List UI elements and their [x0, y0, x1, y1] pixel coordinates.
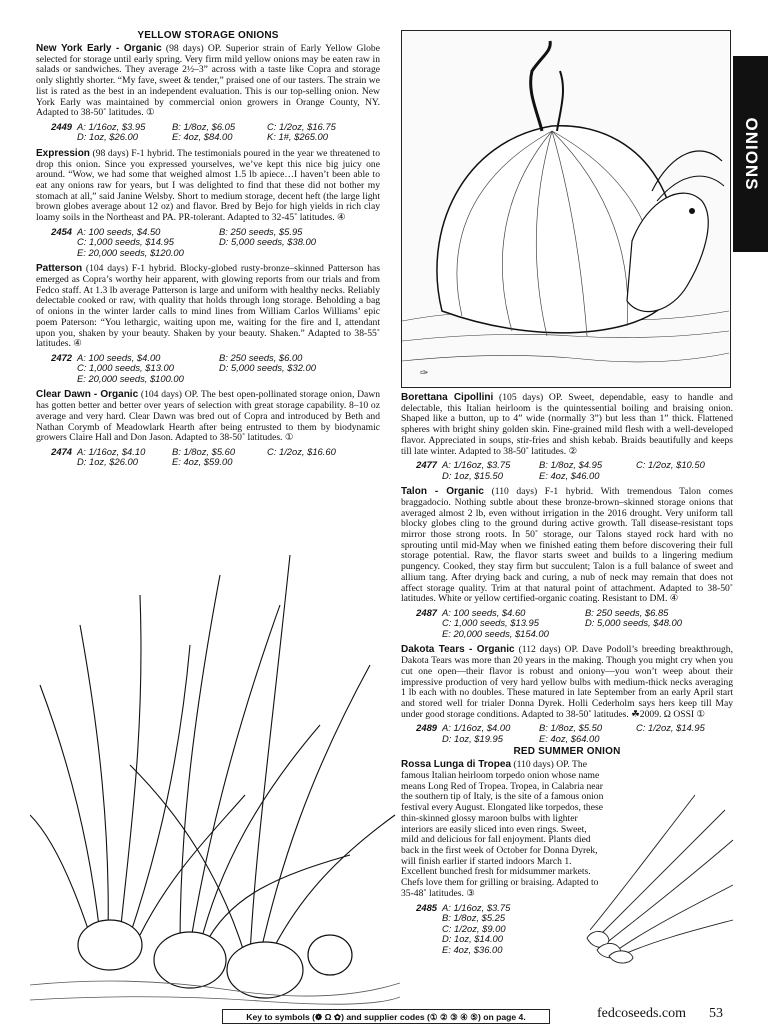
price-table — [36, 447, 380, 468]
price-option: D: 1oz, $14.00 — [442, 933, 503, 945]
price-option: A: 100 seeds, $4.60 — [442, 606, 526, 618]
page-number: 53 — [709, 1006, 723, 1021]
onion-illustration — [401, 30, 731, 388]
price-option: E: 4oz, $59.00 — [172, 456, 233, 468]
price-option: C: 1,000 seeds, $14.95 — [77, 236, 174, 248]
variety-name: New York Early - Organic — [36, 43, 162, 54]
price-option: A: 1/16oz, $3.95 — [77, 120, 146, 132]
variety-description: (110 days) OP. The famous Italian heirloom torpedo onion whose name means Long Red of Tropea. Tropea, in Calabria near the southern tip of Italy, is the site of a famous onion festival every August. Elongated like torpedos, these thin-skinned glossy maroon bulbs with lighter interiors are easily sliced into even rings. Sweet, mild and delicious for fall enjoyment. Plants died back in the first week of October for Donna Dyrek, will finish earlier if started indoors March 1. Excellent bunched fresh for midsummer markets. Chefs love them for grilling or braising. Adapted to 35-48˚ latitudes. ③ — [401, 759, 604, 899]
price-option: E: 4oz, $46.00 — [539, 469, 600, 481]
price-option: E: 4oz, $84.00 — [172, 131, 233, 143]
price-table — [36, 227, 380, 259]
entry-patterson — [36, 264, 380, 350]
onion-drawing — [402, 31, 729, 386]
entry-expression — [36, 149, 380, 224]
price-option: D: 1oz, $26.00 — [77, 131, 138, 143]
variety-description: (104 days) OP. The best open-pollinated storage onion, Dawn has gotten better and better over years of selection with great storage capability. 8–10 oz average and very hard. Clear Dawn was bred out of Copra and introduced by Beth and Nathan Corymb of Meadowlark Hearth after being entrusted to them by biodynamic growers Claire Hall and Don Jason. Adapted to 38-50˚ latitudes. ① — [36, 389, 381, 444]
onion-plants-illustration — [30, 515, 400, 1005]
entry-clear-dawn — [36, 390, 380, 444]
variety-name: Rossa Lunga di Tropea — [401, 759, 512, 771]
price-table — [401, 723, 733, 744]
variety-name: Patterson — [36, 263, 83, 275]
price-option: C: 1/2oz, $14.95 — [636, 722, 705, 734]
red-onion-drawing — [585, 790, 735, 965]
variety-name: Expression — [36, 147, 90, 159]
price-option: B: 1/8oz, $4.95 — [539, 459, 603, 471]
price-option: B: 250 seeds, $5.95 — [219, 225, 303, 237]
price-option: C: 1,000 seeds, $13.95 — [442, 617, 539, 629]
entry-dakota-tears — [401, 645, 733, 720]
section-tab — [733, 56, 768, 252]
variety-name: Clear Dawn - Organic — [36, 389, 139, 401]
price-option: A: 1/16oz, $3.75 — [442, 901, 511, 913]
price-option: D: 1oz, $15.50 — [442, 469, 503, 481]
price-table — [401, 608, 733, 640]
entry-new-york-early — [36, 44, 380, 119]
item-code: 2487 — [416, 606, 437, 618]
price-option: A: 100 seeds, $4.00 — [77, 351, 161, 363]
variety-name: Dakota Tears - Organic — [401, 644, 515, 656]
red-onion-illustration — [585, 790, 735, 965]
price-option: A: 100 seeds, $4.50 — [77, 225, 161, 237]
variety-description: (112 days) OP. Dave Podoll’s breeding breakthrough, Dakota Tears was more than 20 years in the making. Though you might cry when you cut one open—their flavor is robust and oniony—you won’t weep about their impressive production of very hard yellow bulbs with medium-thick necks averaging 1 lb each with no doubles. These matured in late September from an early April start and stored well for trialer Donna Dyrek. Holli Cederholm says hers keep till May under good storage conditions. Adapted to 38-50˚ latitudes. ☘2009. Ω OSSI ① — [401, 644, 733, 720]
price-table — [401, 460, 733, 481]
price-option: E: 20,000 seeds, $100.00 — [77, 372, 184, 384]
variety-description: (98 days) F-1 hybrid. The testimonials poured in the year we threatened to drop this onion. Since you expressed yourselves, we’ve kept this nice big juicy one around. “Wow, we had some that weighed almost 1.5 lb apiece…I haven’t been able to eat any onions raw for years, but I was delighted to find that these did not bother my stomach at all,” said Janine Welsby. Short to medium storage, decent heft (the large light brown globes average about 12 oz) and flavor. Bred by Bejo for high yields in rich clay loamy soils in the Northeast and PA. PR-tolerant. Adapted to 32-45˚ latitudes. ④ — [36, 147, 380, 224]
price-option: D: 1oz, $26.00 — [77, 456, 138, 468]
onion-plants-drawing — [30, 515, 400, 1005]
entry-borettana — [401, 393, 733, 457]
item-code: 2472 — [51, 351, 72, 363]
variety-description: (104 days) F-1 hybrid. Blocky-globed rusty-bronze–skinned Patterson has emerged as Copra’s worthy heir apparent, with glowing reports from our trials and from Fedco staff. At 1.3 lb average Patterson is large and uniform with healthy necks. Reliably delectable cooked or raw, with quality that holds through long storage. Beholding a bag of onions in the winter larder calls to mind lines from William Carlos Williams’ epic poem Paterson: “You lethargic, waiting upon me, waiting for the fire and I, attendant upon you, shaken by your beauty. Shaken by your beauty. Shaken.” Adapted to 38-55˚ latitudes. ④ — [36, 263, 380, 350]
price-option: A: 1/16oz, $4.00 — [442, 722, 511, 734]
price-option: C: 1/2oz, $10.50 — [636, 459, 705, 471]
price-option: B: 250 seeds, $6.85 — [585, 606, 669, 618]
item-code: 2489 — [416, 722, 437, 734]
item-code: 2454 — [51, 225, 72, 237]
price-option: D: 5,000 seeds, $32.00 — [219, 362, 316, 374]
price-option: D: 1oz, $19.95 — [442, 732, 503, 744]
variety-description: (98 days) OP. Superior strain of Early Yellow Globe selected for storage until early spring. Very firm mild yellow onions may be eaten raw in salads or sandwiches. They average 2½–3” across with a taste like Copra and storage only slightly shorter. “My fave, sweet & tender,” praised one of our tasters. The strain we list is rated as the best in an independent evaluation. This is our top-selling onion. New York Early was maintained by commercial onion growers in Orange County, NY. Adapted to 38-50˚ latitudes. ① — [36, 43, 380, 119]
variety-name: Borettana Cipollini — [401, 392, 494, 403]
variety-description: (105 days) OP. Sweet, dependable, easy to handle and delectable, this Italian heirloom is the quintessential boiling and braising onion. Shaped like a button, up to 4” wide (normally 3”) but less than 1” thick. Flattened spheres with bright shiny golden skin. Fine-grained mild flesh with a well-developed flavor. Appreciated in soups, stir-fries and shish kebab. Braids beautifully and keeps till late winter. Adapted to 38-50˚ latitudes. ② — [401, 392, 733, 457]
variety-name: Talon - Organic — [401, 486, 484, 498]
price-option: D: 5,000 seeds, $48.00 — [585, 617, 682, 629]
price-option: E: 4oz, $36.00 — [442, 943, 503, 955]
entry-rossa-lunga — [401, 760, 606, 899]
price-option: C: 1/2oz, $16.75 — [267, 120, 336, 132]
website-url[interactable]: fedcoseeds.com — [597, 1006, 687, 1021]
price-option: B: 1/8oz, $6.05 — [172, 120, 236, 132]
price-table — [36, 353, 380, 385]
price-option: C: 1/2oz, $16.60 — [267, 445, 336, 457]
price-option: B: 1/8oz, $5.50 — [539, 722, 603, 734]
section-heading-red: RED SUMMER ONION — [513, 746, 621, 758]
variety-description: (110 days) F-1 hybrid. With tremendous Talon comes braggadocio. Nothing subtle about these bronze-brown–skinned storage onions that averaged almost 2 lb, even without irrigation in the 2016 drought. Very uniform tall blocky globes cling to the ground during active growth. Tall disease-resistant tops mirror those strong roots. In 50˚ storage, our Talons stayed rock hard with no sprouting until mid-May when we finished eating them before discovering their full storage potential. Raw, the flavor starts sweet and builds to a lingering medium pungency. Cooked, they stay firm but succulent; Talon is a full balance of sweet and allium tang. After drying back and curing, a nub of neck may remain that does not affect storage quality. Trim at that natural point of attachment. Adapted to 38-50˚ latitudes. White or yellow certified-organic coating. Resistant to DM. ④ — [401, 486, 733, 605]
section-heading-yellow: YELLOW STORAGE ONIONS — [137, 30, 279, 41]
price-option: K: 1#, $265.00 — [267, 131, 328, 143]
price-option: B: 1/8oz, $5.60 — [172, 445, 236, 457]
price-option: C: 1,000 seeds, $13.00 — [77, 362, 174, 374]
price-option: E: 4oz, $64.00 — [539, 732, 600, 744]
item-code: 2474 — [51, 445, 72, 457]
price-option: E: 20,000 seeds, $120.00 — [77, 246, 184, 258]
price-option: B: 1/8oz, $5.25 — [442, 912, 506, 924]
price-option: A: 1/16oz, $3.75 — [442, 459, 511, 471]
key-to-symbols-note: Key to symbols (❁ Ω ✿) and supplier codes (① ② ③ ④ ⑤) on page 4. — [222, 1009, 550, 1024]
left-column — [36, 30, 380, 474]
price-table — [36, 122, 380, 143]
price-option: C: 1/2oz, $9.00 — [442, 922, 506, 934]
entry-talon — [401, 487, 733, 605]
item-code: 2485 — [416, 901, 437, 913]
price-option: E: 20,000 seeds, $154.00 — [442, 627, 549, 639]
item-code: 2477 — [416, 459, 437, 471]
svg-text:✑: ✑ — [420, 368, 429, 379]
price-option: A: 1/16oz, $4.10 — [77, 445, 146, 457]
section-tab-label: ONIONS — [741, 117, 761, 191]
price-option: B: 250 seeds, $6.00 — [219, 351, 303, 363]
item-code: 2449 — [51, 120, 72, 132]
price-option: D: 5,000 seeds, $38.00 — [219, 236, 316, 248]
